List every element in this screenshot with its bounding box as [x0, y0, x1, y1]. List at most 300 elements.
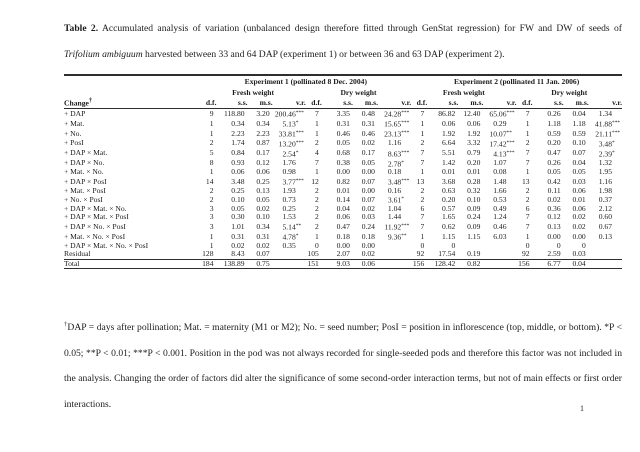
value-cell: 0.29 — [493, 118, 507, 128]
value-cell: 5.13* — [282, 119, 299, 129]
value-cell: 0 — [556, 240, 561, 250]
value-cell: 5 — [209, 148, 214, 158]
value-cell: 0.11 — [547, 185, 561, 195]
value-cell: 0.01 — [467, 167, 481, 177]
value-cell: 0.48 — [361, 108, 375, 118]
value-cell: 0.13 — [547, 221, 561, 231]
value-cell: 0.24 — [361, 221, 375, 231]
value-cell: 0.05 — [361, 158, 375, 168]
text-segment: DAP = days after pollination; Mat. = maternity (M1 or M2); No. = seed number; PosI = position in inflorescence (top, middle, or bottom). *P < 0.05; **P < 0.01; ***P < 0.001. Position in the pod was not always recorded for single-seeded pods and therefore this factor was not included in the analysis. Changing the order of factors did alter the significance of some second-order interaction terms, but not of main effects or first order interactions. — [64, 322, 622, 410]
value-cell: 0.18 — [336, 231, 350, 241]
change-term-label: Residual — [64, 249, 91, 259]
value-cell: 1 — [209, 128, 214, 138]
value-cell: 0.25 — [282, 204, 296, 214]
value-cell: 0.42 — [547, 176, 561, 186]
value-cell: 0.32 — [467, 185, 481, 195]
value-cell: 1 — [525, 128, 530, 138]
value-cell: 0.31 — [231, 231, 245, 241]
value-cell: 2.23 — [231, 128, 245, 138]
value-cell: 1 — [420, 167, 425, 177]
value-cell: 0.06 — [353, 259, 378, 268]
corner-blank — [64, 75, 200, 87]
value-cell: 8.43 — [231, 249, 245, 259]
value-cell: 13.20*** — [278, 139, 304, 149]
stat-column-header: m.s. — [353, 97, 378, 109]
value-cell: 0.04 — [336, 204, 350, 214]
value-cell: 0.05 — [336, 138, 350, 148]
value-cell: 0.02 — [256, 240, 270, 250]
value-cell: 0 — [451, 240, 456, 250]
value-cell: 0.62 — [442, 221, 456, 231]
stat-column-header: d.f. — [411, 97, 427, 109]
value-cell: 3.77*** — [282, 177, 304, 187]
value-cell: 1.92 — [467, 128, 481, 138]
value-cell: 2 — [420, 138, 425, 148]
value-cell: 2 — [315, 204, 319, 214]
stat-column-header: d.f. — [517, 97, 533, 109]
stat-column-header: v.r. — [378, 97, 411, 109]
value-cell: 1.24 — [493, 212, 507, 222]
change-term-label: + DAP × Mat. — [64, 148, 108, 158]
value-cell: 41.88*** — [594, 119, 621, 129]
value-cell — [589, 242, 622, 250]
text-segment: † — [64, 320, 68, 328]
value-cell: 3.61* — [387, 195, 404, 205]
value-cell: 23.13*** — [384, 129, 410, 139]
value-cell: 0.06 — [336, 212, 350, 222]
value-cell: 0.37 — [598, 194, 612, 204]
change-term-label: + DAP × Mat. × PosI — [64, 212, 129, 222]
value-cell: 1 — [315, 231, 319, 241]
value-cell: 1 — [209, 118, 214, 128]
value-cell: 9.36** — [387, 232, 407, 242]
value-cell: 5.14** — [282, 222, 302, 232]
value-cell: 1 — [420, 231, 425, 241]
value-cell: 118.80 — [223, 108, 245, 118]
value-cell: 2 — [315, 138, 319, 148]
value-cell: 2.23 — [256, 128, 270, 138]
value-cell: 200.46*** — [274, 109, 304, 119]
value-cell: 2.12 — [598, 204, 612, 214]
value-cell: 0.31 — [336, 118, 350, 128]
weight-group-3-header: Fresh weight — [442, 87, 485, 97]
value-cell: 9.03 — [322, 259, 353, 268]
value-cell: 0.06 — [572, 204, 586, 214]
value-cell: 33.81*** — [278, 129, 304, 139]
value-cell: 105 — [307, 249, 319, 259]
value-cell: 0.02 — [256, 204, 270, 214]
value-cell: 6 — [525, 204, 530, 214]
value-cell: 0.82 — [458, 259, 483, 268]
value-cell: 1.98 — [598, 185, 612, 195]
value-cell: 1 — [315, 128, 319, 138]
value-cell: 1 — [209, 167, 214, 177]
value-cell: 0.24 — [467, 212, 481, 222]
value-cell: 0.08 — [493, 167, 507, 177]
value-cell: 3.48*** — [387, 177, 410, 187]
value-cell: 0.17 — [361, 148, 375, 158]
value-cell: 6.77 — [533, 259, 564, 268]
stat-column-header: m.s. — [458, 97, 483, 109]
table-row — [64, 168, 622, 176]
change-term-label: + DAP — [64, 108, 86, 118]
value-cell: 2 — [525, 138, 530, 148]
value-cell: 0.67 — [598, 221, 612, 231]
value-cell: 2.39* — [598, 149, 615, 159]
value-cell: 0.31 — [361, 118, 375, 128]
value-cell: 0.04 — [572, 158, 586, 168]
value-cell: 3 — [209, 221, 214, 231]
value-cell: 24.28*** — [384, 109, 410, 119]
page-number: 1 — [580, 404, 584, 413]
value-cell: 0.01 — [442, 167, 456, 177]
value-cell: 0.01 — [336, 185, 350, 195]
value-cell: 1.48 — [493, 176, 507, 186]
stat-column-header: v.r. — [483, 97, 516, 109]
value-cell: 2 — [315, 194, 319, 204]
value-cell: 7 — [420, 212, 425, 222]
value-cell: 0.07 — [361, 176, 375, 186]
value-cell: 12 — [311, 176, 319, 186]
change-term-label: + DAP × Mat. × No. — [64, 204, 127, 214]
value-cell: 0.10 — [231, 194, 245, 204]
value-cell: 92 — [521, 249, 530, 259]
stat-column-header: s.s. — [216, 97, 247, 109]
text-segment: Trifolium ambiguum — [64, 49, 143, 60]
table-row — [64, 250, 622, 259]
value-cell: 0.00 — [361, 185, 375, 195]
value-cell: 0.10 — [256, 212, 270, 222]
stat-column-header: s.s. — [322, 97, 353, 109]
value-cell: 10.07** — [489, 129, 512, 139]
value-cell: 3.20 — [256, 108, 270, 118]
stat-header-row — [64, 97, 622, 109]
value-cell: 7 — [525, 148, 530, 158]
blank-cell — [64, 87, 200, 97]
value-cell: 0.18 — [387, 167, 402, 177]
value-cell: 0.13 — [598, 231, 612, 241]
value-cell: 1 — [420, 118, 425, 128]
change-term-label: + PosI — [64, 138, 84, 148]
value-cell: 15.65*** — [384, 119, 410, 129]
value-cell: 0.34 — [256, 221, 270, 231]
value-cell: 0.04 — [564, 259, 589, 268]
experiment-1-header: Experiment 1 (pollinated 8 Dec. 2004) — [244, 77, 367, 86]
value-cell: 12.40 — [463, 108, 481, 118]
value-cell: 8.63*** — [387, 149, 410, 159]
value-cell: 2.59 — [547, 249, 561, 259]
value-cell: 0.05 — [572, 167, 586, 177]
value-cell: 0.34 — [256, 118, 270, 128]
value-cell: 92 — [416, 249, 425, 259]
value-cell: 1.53 — [282, 212, 296, 222]
value-cell: 0.25 — [231, 185, 245, 195]
stat-column-header: v.r. — [273, 97, 306, 109]
value-cell: 1 — [209, 231, 214, 241]
value-cell: 0.02 — [361, 138, 375, 148]
value-cell: 0.20 — [442, 194, 456, 204]
value-cell: 7 — [315, 158, 319, 168]
value-cell: 0.06 — [231, 167, 245, 177]
value-cell — [378, 259, 411, 268]
value-cell: 3 — [209, 204, 214, 214]
value-cell: 0.07 — [361, 194, 375, 204]
value-cell: 0.09 — [467, 221, 481, 231]
table-caption — [64, 16, 622, 68]
value-cell: 21.11*** — [595, 129, 621, 139]
value-cell: 2.07 — [336, 249, 350, 259]
value-cell: 128.42 — [427, 259, 458, 268]
value-cell: 1 — [525, 167, 530, 177]
value-cell: 0.05 — [231, 204, 245, 214]
value-cell: 0.26 — [547, 158, 561, 168]
value-cell — [483, 250, 516, 259]
value-cell: 0.05 — [256, 194, 270, 204]
value-cell: 65.06*** — [489, 109, 515, 119]
text-segment: Accumulated analysis of variation (unbalanced design therefore fitted through GenStat regression) for FW and DW of seeds of — [98, 23, 623, 34]
weight-group-2-header: Dry weight — [340, 87, 377, 97]
value-cell: 2 — [315, 221, 319, 231]
value-cell: 0.02 — [547, 194, 561, 204]
value-cell: 1 — [420, 128, 425, 138]
value-cell: 0.12 — [547, 212, 561, 222]
value-cell: 0.00 — [572, 231, 586, 241]
value-cell: 5.51 — [442, 148, 456, 158]
value-cell: 151 — [306, 259, 322, 268]
value-cell: 1.92 — [442, 128, 456, 138]
value-cell: 138.89 — [216, 259, 247, 268]
value-cell: 0.31 — [256, 231, 270, 241]
stat-column-header: d.f. — [200, 97, 216, 109]
value-cell: 0.34 — [231, 118, 245, 128]
value-cell: 3.68 — [442, 176, 456, 186]
change-term-label: Total — [64, 259, 200, 268]
value-cell: 0.02 — [572, 221, 586, 231]
table-header — [64, 75, 622, 109]
value-cell: 0.57 — [442, 204, 456, 214]
weight-header-row — [64, 87, 622, 97]
value-cell: 2 — [209, 138, 214, 148]
change-term-label: + No. × PosI — [64, 194, 103, 204]
value-cell: 3 — [209, 212, 214, 222]
value-cell: 0.17 — [256, 148, 270, 158]
change-term-label: + DAP × No. — [64, 158, 105, 168]
value-cell: 0.10 — [572, 138, 586, 148]
value-cell: 0.05 — [547, 167, 561, 177]
value-cell: 0.02 — [572, 212, 586, 222]
value-cell — [378, 242, 411, 250]
value-cell: 1.95 — [598, 167, 612, 177]
change-term-label: + Mat. × No. × PosI — [64, 231, 126, 241]
value-cell: 128 — [202, 249, 214, 259]
value-cell: 2 — [525, 194, 530, 204]
value-cell: 0.10 — [467, 194, 481, 204]
value-cell: 0.19 — [467, 249, 481, 259]
value-cell: 2 — [209, 185, 214, 195]
value-cell: 0.00 — [361, 240, 375, 250]
stat-column-header: m.s. — [564, 97, 589, 109]
weight-group-1-header: Fresh weight — [232, 87, 275, 97]
value-cell: 0.35 — [282, 240, 296, 250]
page-content — [64, 16, 622, 417]
value-cell: 1 — [315, 167, 319, 177]
value-cell: 0 — [581, 240, 586, 250]
value-cell: 0.26 — [547, 108, 561, 118]
value-cell: 1.18 — [572, 118, 586, 128]
value-cell: 13 — [416, 176, 425, 186]
text-segment: harvested between 33 and 64 DAP (experiment 1) or between 36 and 63 DAP (experiment 2). — [142, 49, 505, 60]
value-cell: 0.01 — [572, 194, 586, 204]
value-cell: 3.48* — [598, 139, 615, 149]
change-term-label: + DAP × No. × PosI — [64, 221, 126, 231]
table-row — [64, 109, 622, 119]
value-cell: 8 — [209, 158, 214, 168]
table-row — [64, 149, 622, 159]
value-cell: 4.13*** — [493, 149, 515, 159]
value-cell: 1 — [209, 240, 214, 250]
value-cell: 7 — [315, 108, 319, 118]
value-cell: 1.34 — [598, 108, 612, 118]
value-cell: 2.78* — [387, 159, 404, 169]
value-cell: 2 — [420, 194, 425, 204]
value-cell — [378, 250, 411, 259]
value-cell: 2 — [525, 185, 530, 195]
value-cell: 0.38 — [336, 158, 350, 168]
value-cell: 17.54 — [438, 249, 456, 259]
value-cell: 0.14 — [336, 194, 350, 204]
value-cell: 0.25 — [256, 176, 270, 186]
value-cell: 0.03 — [572, 249, 586, 259]
value-cell: 7 — [525, 158, 530, 168]
value-cell: 1.66 — [493, 185, 507, 195]
value-cell: 1 — [525, 118, 530, 128]
stat-column-header: v.r. — [589, 97, 622, 109]
value-cell: 0.02 — [231, 240, 245, 250]
value-cell: 7 — [525, 221, 530, 231]
value-cell: 7 — [420, 221, 425, 231]
value-cell: 2 — [209, 194, 214, 204]
table-row — [64, 187, 622, 195]
value-cell: 1.15 — [442, 231, 456, 241]
value-cell: 0.47 — [336, 221, 350, 231]
change-term-label: + Mat. — [64, 118, 85, 128]
value-cell: 1 — [525, 231, 530, 241]
value-cell: 0.47 — [547, 148, 561, 158]
stat-column-header: d.f. — [306, 97, 322, 109]
value-cell: 0.16 — [387, 185, 402, 195]
value-cell: 0.68 — [336, 148, 350, 158]
text-segment: Table 2. — [64, 23, 99, 34]
value-cell: 2 — [315, 212, 319, 222]
value-cell: 9 — [209, 108, 214, 118]
value-cell: 4 — [315, 148, 319, 158]
value-cell: 17.42*** — [489, 139, 515, 149]
experiment-header-row — [64, 75, 622, 87]
value-cell: 1.15 — [467, 231, 481, 241]
value-cell: 0.00 — [361, 167, 375, 177]
value-cell: 0.03 — [361, 212, 375, 222]
value-cell: 0 — [315, 240, 319, 250]
value-cell: 0.06 — [256, 167, 270, 177]
value-cell: 0.00 — [336, 167, 350, 177]
value-cell: 0.59 — [547, 128, 561, 138]
change-term-label: + No. — [64, 128, 82, 138]
value-cell: 0.46 — [361, 128, 375, 138]
value-cell: 0.00 — [336, 240, 350, 250]
change-column-header: Change† — [64, 97, 200, 109]
value-cell: 2 — [315, 185, 319, 195]
value-cell: 0.12 — [256, 158, 270, 168]
stat-column-header: s.s. — [427, 97, 458, 109]
change-term-label: + DAP × PosI — [64, 176, 107, 186]
value-cell: 0.63 — [442, 185, 456, 195]
value-cell: 184 — [200, 259, 216, 268]
anova-table — [64, 74, 622, 269]
value-cell: 0.60 — [598, 212, 612, 222]
change-term-label: + Mat. × PosI — [64, 185, 106, 195]
table-body — [64, 109, 622, 269]
value-cell: 1.76 — [282, 158, 296, 168]
value-cell — [273, 250, 306, 259]
change-term-label: + DAP × Mat. × No. × PosI — [64, 240, 149, 250]
value-cell: 7 — [420, 158, 425, 168]
table-row — [64, 129, 622, 139]
value-cell: 0.04 — [572, 108, 586, 118]
value-cell: 0.82 — [336, 176, 350, 186]
value-cell: 1.01 — [231, 221, 245, 231]
value-cell — [483, 242, 516, 250]
value-cell: 0.02 — [361, 204, 375, 214]
value-cell: 156 — [517, 259, 533, 268]
value-cell: 0.06 — [442, 118, 456, 128]
table-footnote — [64, 312, 622, 417]
value-cell: 0.84 — [231, 148, 245, 158]
value-cell: 1 — [315, 118, 319, 128]
value-cell: 7 — [420, 148, 425, 158]
value-cell: 0.46 — [336, 128, 350, 138]
value-cell — [273, 259, 306, 268]
value-cell — [589, 259, 622, 268]
value-cell: 0.73 — [282, 194, 296, 204]
value-cell: 0.36 — [547, 204, 561, 214]
value-cell: 0.98 — [282, 167, 296, 177]
value-cell: 1.44 — [387, 212, 402, 222]
table-row — [64, 119, 622, 129]
value-cell: 0.20 — [547, 138, 561, 148]
value-cell: 1.16 — [387, 138, 402, 148]
value-cell: 2 — [420, 185, 425, 195]
value-cell: 3.32 — [467, 138, 481, 148]
value-cell: 14 — [205, 176, 214, 186]
value-cell: 0.30 — [231, 212, 245, 222]
value-cell: 0.59 — [572, 128, 586, 138]
value-cell: 7 — [525, 212, 530, 222]
value-cell: 1.18 — [547, 118, 561, 128]
value-cell: 0 — [420, 240, 425, 250]
value-cell: 0.46 — [493, 221, 507, 231]
value-cell: 1.65 — [442, 212, 456, 222]
value-cell: 1.93 — [282, 185, 296, 195]
value-cell: 0.53 — [493, 194, 507, 204]
value-cell: 0.20 — [467, 158, 481, 168]
value-cell: 1.04 — [387, 204, 402, 214]
value-cell: 1.42 — [442, 158, 456, 168]
value-cell: 0.03 — [572, 176, 586, 186]
value-cell: 0.07 — [572, 148, 586, 158]
table-row — [64, 213, 622, 221]
experiment-2-header: Experiment 2 (pollinated 11 Jan. 2006) — [453, 77, 580, 86]
value-cell: 0.06 — [572, 185, 586, 195]
